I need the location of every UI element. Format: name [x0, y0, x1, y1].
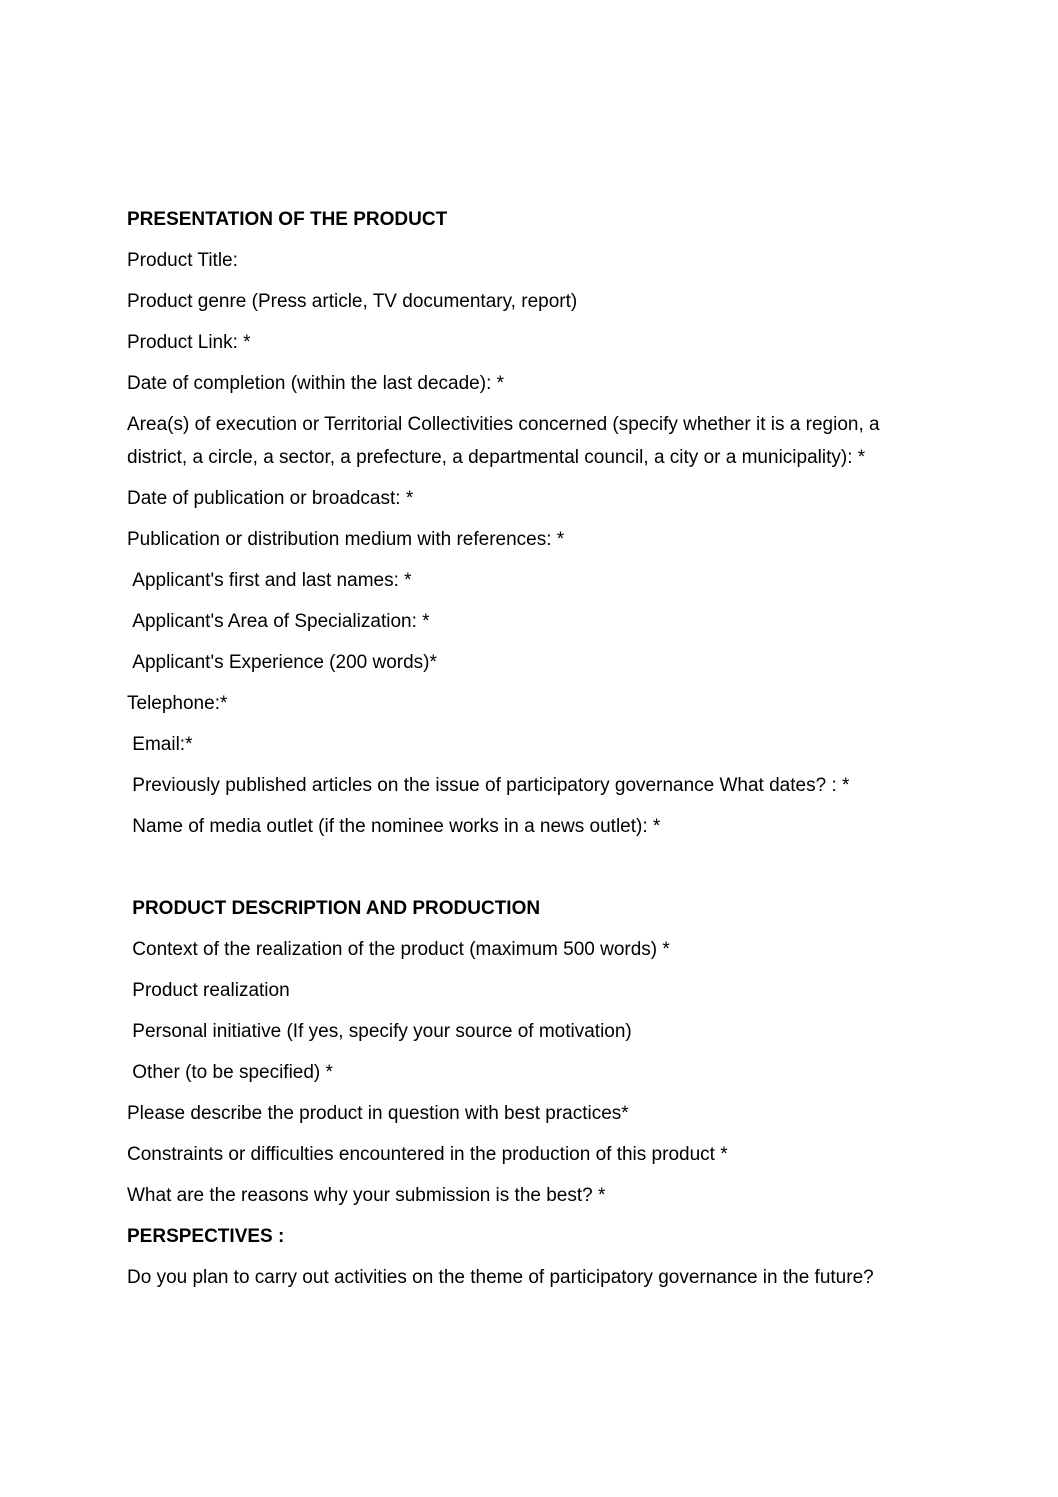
paragraph: Publication or distribution medium with references: * — [127, 529, 565, 550]
paragraph: Date of publication or broadcast: * — [127, 488, 414, 509]
paragraph: Area(s) of execution or Territorial Collectivities concerned (specify whether it is a region, a district, a circle, a sector, a prefecture, a departmental council, a city or a municipality): * — [127, 414, 885, 468]
paragraph — [127, 851, 933, 884]
section-heading: PRESENTATION OF THE PRODUCT — [127, 209, 448, 230]
section-heading: PERSPECTIVES : — [127, 1226, 285, 1247]
paragraph: Context of the realization of the product (maximum 500 words) * — [127, 939, 670, 960]
paragraph: Applicant's first and last names: * — [127, 570, 412, 591]
paragraph: What are the reasons why your submission is the best? * — [127, 1185, 606, 1206]
paragraph: Do you plan to carry out activities on the theme of participatory governance in the future? — [127, 1267, 874, 1288]
paragraph: Other (to be specified) * — [127, 1062, 333, 1083]
paragraph: Product realization — [127, 980, 290, 1001]
paragraph: Product Title: — [127, 250, 238, 271]
paragraph: Email:* — [127, 734, 193, 755]
paragraph: Applicant's Experience (200 words)* — [127, 652, 437, 673]
paragraph: Product Link: * — [127, 332, 251, 353]
paragraph: Personal initiative (If yes, specify your source of motivation) — [127, 1021, 632, 1042]
section-heading: PRODUCT DESCRIPTION AND PRODUCTION — [127, 898, 541, 919]
paragraph: Constraints or difficulties encountered in the production of this product * — [127, 1144, 728, 1165]
paragraph: Previously published articles on the issue of participatory governance What dates? : * — [127, 775, 850, 796]
paragraph: Please describe the product in question with best practices* — [127, 1103, 629, 1124]
document-content — [127, 203, 933, 1302]
paragraph: Name of media outlet (if the nominee works in a news outlet): * — [127, 816, 661, 837]
paragraph: Product genre (Press article, TV documentary, report) — [127, 291, 578, 312]
paragraph: Applicant's Area of Specialization: * — [127, 611, 430, 632]
paragraph: Telephone:* — [127, 693, 228, 714]
paragraph: Date of completion (within the last decade): * — [127, 373, 505, 394]
